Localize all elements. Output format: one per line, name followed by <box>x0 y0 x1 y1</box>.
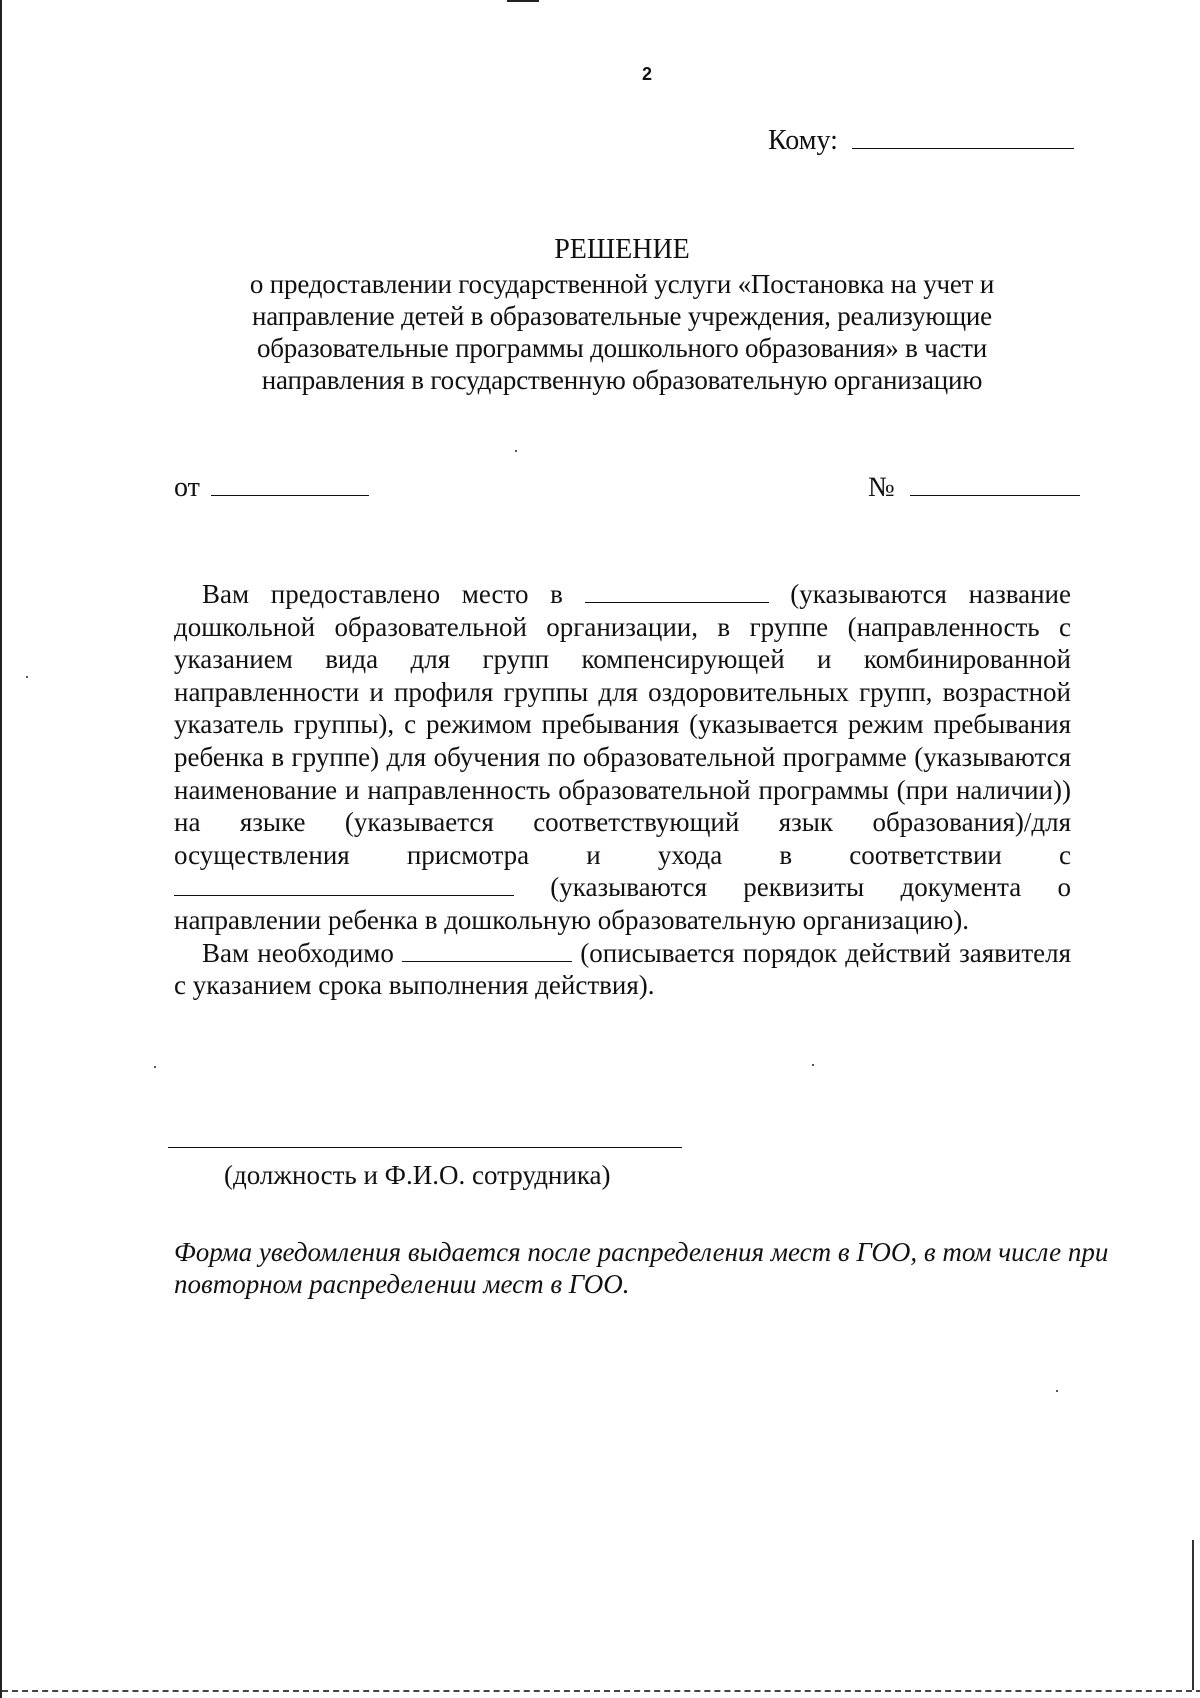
scan-speck <box>812 1064 814 1066</box>
decision-body <box>174 578 1071 1002</box>
actions-blank <box>402 939 572 962</box>
number-label: № <box>868 472 895 503</box>
number-field <box>868 471 1080 504</box>
paragraph-placement <box>174 578 1071 937</box>
placement-details: (указываются название дошкольной образовательной организации, в группе (направленность с указанием вида для групп компенсирующей и комбинированной направленности и профиля группы для оздоровительных групп, возрастной указатель группы), с режимом пребывания (указывается режим пребывания ребенка в группе) для обучения по образовательной программе (указываются наименование и направленность образовательной программы (при наличии)) на языке (указывается соответствующий язык образования)/для осуществления присмотра и ухода в соответствии с <box>174 579 1071 870</box>
form-note: Форма уведомления выдается после распределения мест в ГОО, в том числе при повторном распределении мест в ГОО. <box>174 1237 1109 1299</box>
document-subtitle: о предоставлении государственной услуги «Постановка на учет и направление детей в образовательные учреждения, реализующие образовательные программы дошкольного образования» в части направления в государственную образовательную организацию <box>249 269 995 395</box>
scan-speck <box>26 676 28 678</box>
recipient-field <box>768 124 1074 157</box>
organization-blank <box>585 580 769 603</box>
document-reference-blank <box>174 873 514 896</box>
recipient-label: Кому: <box>768 125 838 156</box>
scan-speck <box>154 1066 156 1068</box>
paragraph-actions <box>174 937 1071 1002</box>
date-field <box>174 471 369 504</box>
number-blank <box>910 471 1080 496</box>
actions-intro: Вам необходимо <box>202 937 394 968</box>
date-blank <box>211 471 369 496</box>
scan-speck <box>515 450 517 452</box>
placement-intro: Вам предоставлено место в <box>202 579 563 609</box>
scan-edge <box>1192 1540 1194 1690</box>
signature-caption: (должность и Ф.И.О. сотрудника) <box>224 1160 611 1190</box>
page-number: 2 <box>641 64 652 84</box>
placement-requisites: (указываются реквизиты документа о направлении ребенка в дошкольную образовательную организацию). <box>174 872 1071 935</box>
scan-mark <box>507 0 539 2</box>
actions-details: (описывается порядок действий заявителя с указанием срока выполнения действия). <box>174 937 1072 1001</box>
scan-edge <box>2 1690 1200 1692</box>
signature-line <box>168 1147 682 1148</box>
recipient-blank <box>852 124 1074 149</box>
scan-speck <box>1056 1390 1058 1392</box>
document-title-block <box>192 234 1052 396</box>
document-title: РЕШЕНИЕ <box>554 234 690 265</box>
date-label: от <box>174 472 200 503</box>
